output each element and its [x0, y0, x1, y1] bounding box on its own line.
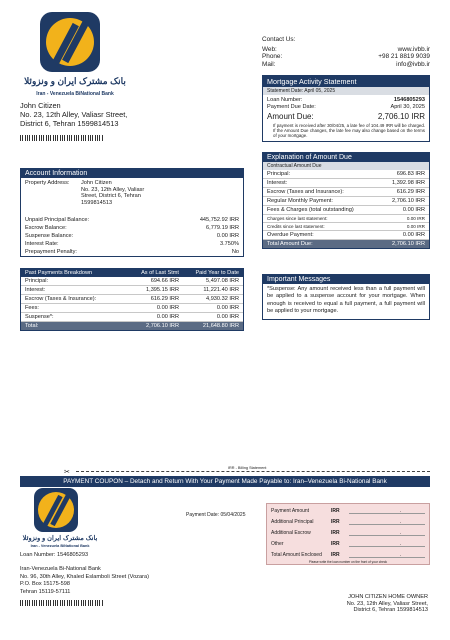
property-address-line: Street, District 6, Tehran: [81, 193, 141, 200]
contact-block: [262, 36, 430, 68]
coupon-bank-address: [20, 566, 149, 596]
coupon-amount-line: [267, 538, 429, 549]
explanation-row-label: Regular Monthly Payment:: [267, 198, 333, 204]
mortgage-statement-panel: [262, 75, 430, 142]
past-payments-col-2: As of Last Stmt: [141, 270, 179, 276]
account-row-label: Interest Rate:: [25, 241, 59, 248]
mail-link[interactable]: info@ivbb.ir: [396, 60, 430, 68]
coupon-line-label: Total Amount Enclosed: [271, 551, 322, 558]
coupon-line-currency: IRR: [331, 507, 340, 514]
coupon-line-label: Other: [271, 540, 284, 547]
account-row-label: Unpaid Principal Balance:: [25, 217, 90, 224]
coupon-line-currency: IRR: [331, 540, 340, 547]
past-payments-row: [21, 277, 243, 286]
explanation-title: Explanation of Amount Due: [263, 153, 429, 162]
explanation-row: [263, 188, 429, 197]
coupon-line-label: Additional Principal: [271, 518, 314, 525]
explanation-row-label: Interest:: [267, 180, 288, 186]
explanation-row: [263, 223, 429, 231]
account-rows: [21, 208, 243, 256]
past-total-last: 2,706.10 IRR: [146, 323, 179, 329]
loan-number: 1546805293: [393, 97, 425, 103]
contractual-subhead: Contractual Amount Due: [263, 162, 429, 170]
explanation-row-value: 616.29 IRR: [396, 189, 425, 195]
coupon-amount-field[interactable]: [349, 529, 425, 536]
account-row-label: Suspense Balance:: [25, 233, 74, 240]
explanation-row-label: Principal:: [267, 171, 291, 177]
mail-label: Mail:: [262, 60, 276, 68]
property-address: [21, 178, 243, 208]
coupon-address-line: Iran-Venezuela Bi-National Bank: [20, 566, 101, 572]
coupon-owner-line: No. 23, 12th Alley, Valiasr Street,: [346, 600, 428, 607]
coupon-banner: PAYMENT COUPON – Detach and Return With Your Payment Made Payable to: Iran–Venezuela Bi-National Bank: [20, 476, 430, 487]
coupon-amount-field[interactable]: [349, 540, 425, 547]
account-row-label: Prepayment Penalty:: [25, 249, 77, 256]
past-payments-row: [21, 295, 243, 304]
past-row-label: Principal:: [25, 278, 49, 284]
account-row: [21, 232, 243, 240]
coupon-address-line: P.O. Box 15175-598: [20, 581, 70, 588]
cut-line: [76, 471, 430, 472]
past-row-label: Suspense*:: [25, 314, 54, 320]
property-address-line: 1599814513: [81, 199, 113, 206]
past-row-last: 694.66 IRR: [150, 278, 179, 284]
payment-due-label: Payment Due Date:: [267, 104, 316, 110]
past-row-last: 0.00 IRR: [156, 314, 179, 320]
coupon-amount-line: [267, 527, 429, 538]
account-row: [21, 216, 243, 224]
customer-name: John Citizen: [20, 101, 61, 110]
mortgage-statement-title: Mortgage Activity Statement: [263, 76, 429, 87]
coupon-line-label: Payment Amount: [271, 507, 310, 514]
account-row-value: 0.00 IRR: [216, 233, 239, 240]
coupon-line-currency: IRR: [331, 529, 340, 536]
explanation-row-value: 1,392.98 IRR: [392, 180, 425, 186]
late-fee-note: If payment is received after 30/04/25, a late fee of 104.49 IRR will be charged. If the Amount Due changes, the late fee may also change based on the terms of your mortgage.: [273, 123, 425, 139]
coupon-logo-icon: [34, 488, 78, 532]
contact-title: Contact Us:: [262, 36, 296, 43]
coupon-owner-line: JOHN CITIZEN HOME OWNER: [348, 594, 428, 600]
coupon-line-currency: IRR: [331, 518, 340, 525]
past-row-ytd: 4,930.32 IRR: [206, 296, 239, 302]
account-row: [21, 240, 243, 248]
property-address-label: Property Address:: [25, 180, 70, 186]
explanation-row-label: Charges since last statement:: [267, 216, 328, 221]
past-row-ytd: 0.00 IRR: [216, 305, 239, 311]
account-row-value: 445,752.92 IRR: [199, 217, 239, 224]
past-payments-row: [21, 304, 243, 313]
customer-address-line2: District 6, Tehran 1599814513: [20, 119, 119, 128]
coupon-address-line: Tehran 15119-57111: [20, 588, 71, 595]
bank-logo: [40, 12, 100, 72]
important-messages-title: Important Messages: [263, 275, 429, 284]
coupon-line-label: Additional Escrow: [271, 529, 311, 536]
explanation-row-value: 696.83 IRR: [396, 171, 425, 177]
coupon-loan-number: Loan Number: 1546805293: [20, 552, 89, 558]
coupon-address-line: No. 96, 30th Alley, Khaled Eslamboli Street (Vozara): [20, 573, 149, 580]
explanation-row: [263, 231, 429, 240]
past-payments-header: [21, 269, 243, 277]
bank-name-fa: بانک مشترک ایران و ونزوئلا: [24, 76, 126, 86]
statement-date: Statement Date: April 05, 2025: [263, 87, 429, 95]
coupon-amount-line: [267, 516, 429, 527]
property-address-line: No. 23, 12th Alley, Valiasr: [81, 186, 145, 193]
explanation-row-value: 0.00 IRR: [402, 232, 425, 238]
explanation-row: [263, 206, 429, 215]
coupon-amount-line: [267, 505, 429, 516]
cut-line-label: IRR - Billing Statement: [228, 466, 267, 470]
customer-address: [20, 101, 127, 128]
coupon-barcode: [20, 600, 104, 606]
account-row: [21, 224, 243, 232]
payment-due-date: April 30, 2025: [390, 104, 425, 110]
account-row-value: No: [231, 249, 239, 256]
explanation-row-value: 2,706.10 IRR: [392, 198, 425, 204]
coupon-owner-line: District 6, Tehran 1599814513: [353, 607, 428, 614]
past-row-ytd: 0.00 IRR: [216, 314, 239, 320]
past-row-ytd: 11,221.40 IRR: [203, 287, 239, 293]
loan-number-label: Loan Number:: [267, 97, 303, 103]
past-payments-total-row: [21, 322, 243, 330]
coupon-bank-logo: [34, 488, 78, 532]
bank-name-en: Iran - Venezuela BiNational Bank: [36, 91, 114, 97]
coupon-payment-date: Payment Date: 05/04/2025: [186, 512, 246, 518]
coupon-owner-address: [300, 594, 428, 614]
account-info-title: Account Information: [21, 169, 243, 178]
coupon-amount-field[interactable]: [349, 507, 425, 514]
past-row-label: Fees:: [25, 305, 39, 311]
explanation-row: [263, 215, 429, 223]
past-payments-row: [21, 313, 243, 322]
past-total-label: Total:: [25, 323, 39, 329]
phone-number[interactable]: +98 21 8819 9039: [378, 53, 430, 61]
account-row-value: 6,779.19 IRR: [206, 225, 239, 232]
past-row-ytd: 5,497.08 IRR: [206, 278, 239, 284]
explanation-row-label: Fees & Charges (total outstanding): [267, 207, 354, 213]
web-link[interactable]: www.ivbb.ir: [397, 45, 430, 53]
coupon-amount-field[interactable]: [349, 551, 425, 558]
coupon-amount-lines: [267, 504, 429, 560]
property-address-lines: [81, 180, 144, 206]
past-payments-row: [21, 286, 243, 295]
explanation-row-value: 0.00 IRR: [406, 224, 425, 229]
coupon-footnote: Please write the loan number on the front of your check: [308, 560, 388, 564]
explanation-rows: [263, 170, 429, 240]
amount-due: 2,706.10 IRR: [377, 112, 425, 121]
explanation-total-row: [263, 240, 429, 248]
coupon-bank-name-en: Iran - Venezuela BiNational Bank: [30, 544, 90, 548]
past-total-ytd: 21,648.80 IRR: [202, 323, 239, 329]
past-row-label: Interest:: [25, 287, 46, 293]
explanation-row-label: Escrow (Taxes and Insurance):: [267, 189, 344, 195]
explanation-row: [263, 197, 429, 206]
explanation-row-label: Credits since last statement:: [267, 224, 325, 229]
past-payments-col-1: Past Payments Breakdown: [25, 270, 93, 276]
explanation-panel: [262, 152, 430, 249]
past-payments-table: [20, 268, 244, 331]
phone-label: Phone:: [262, 53, 283, 61]
customer-address-line1: No. 23, 12th Alley, Valiasr Street,: [20, 110, 128, 119]
web-label: Web:: [262, 45, 277, 53]
scissors-icon: ✂: [64, 469, 70, 476]
amount-due-label: Amount Due:: [267, 112, 314, 121]
explanation-row: [263, 179, 429, 188]
explanation-row-value: 0.00 IRR: [406, 216, 425, 221]
address-barcode: [20, 135, 104, 141]
coupon-amount-field[interactable]: [349, 518, 425, 525]
explanation-total-label: Total Amount Due:: [267, 241, 313, 247]
account-row-label: Escrow Balance:: [25, 225, 67, 232]
account-row: [21, 248, 243, 256]
past-row-last: 0.00 IRR: [156, 305, 179, 311]
bank-logo-icon: [40, 12, 100, 72]
past-row-label: Escrow (Taxes & Insurance):: [25, 296, 97, 302]
past-payments-rows: [21, 277, 243, 322]
explanation-row: [263, 170, 429, 179]
coupon-amount-box: [266, 503, 430, 565]
past-row-last: 1,395.15 IRR: [146, 287, 179, 293]
explanation-row-value: 0.00 IRR: [402, 207, 425, 213]
explanation-row-label: Overdue Payment:: [267, 232, 314, 238]
coupon-bank-name-fa: بانک مشترک ایران و ونزوئلا: [22, 535, 98, 542]
explanation-total-value: 2,706.10 IRR: [392, 241, 425, 247]
property-address-line: John Citizen: [81, 180, 112, 186]
important-messages-panel: [262, 274, 430, 320]
coupon-amount-line: [267, 549, 429, 560]
account-row-value: 3.750%: [220, 241, 239, 248]
important-messages-text: *Suspense: Any amount received less than a full payment will be applied to a suspense account for your mortgage. When enough is received to equal a full payment, a full payment will be applied to your mortgage.: [267, 286, 425, 315]
coupon-line-currency: IRR: [331, 551, 340, 558]
past-row-last: 616.29 IRR: [150, 296, 179, 302]
past-payments-col-3: Paid Year to Date: [195, 270, 239, 276]
account-info-panel: [20, 168, 244, 257]
